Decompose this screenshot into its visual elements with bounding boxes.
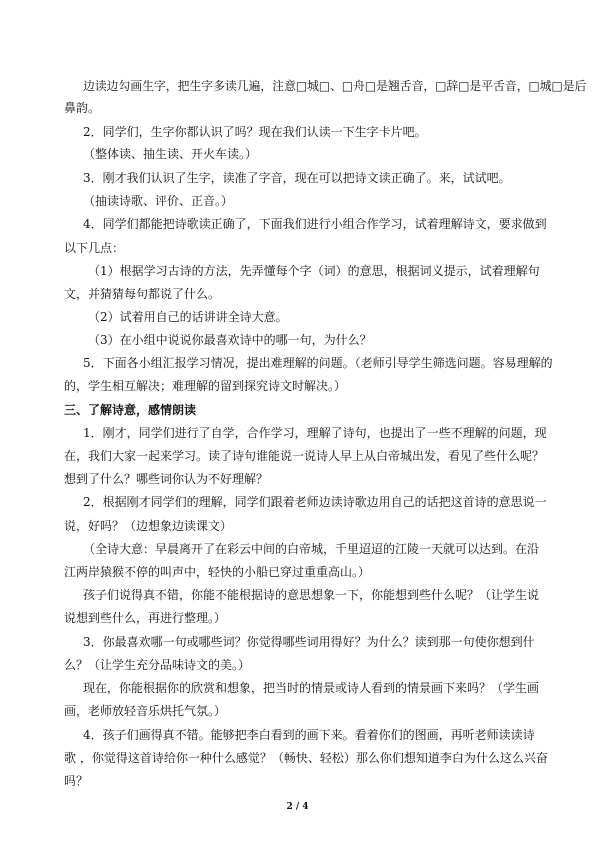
text-line: 2．根据刚才同学们的理解，同学们跟着老师边读诗歌边用自己的话把这首诗的意思说一 — [83, 495, 547, 509]
text-line: 说，好吗？（边想象边读课文） — [64, 519, 233, 533]
text-line: 3．刚才我们认识了生字，读准了字音，现在可以把诗文读正确了。来，试试吧。 — [83, 171, 511, 185]
text-line: 想到了什么？哪些词你认为不好理解？ — [64, 472, 269, 486]
text-line: 文，并猜猜每句都说了什么。 — [64, 287, 221, 301]
text-line: 么？（让学生充分品味诗文的美。） — [64, 658, 251, 672]
text-line: 4．孩子们画得真不错。能够把李白看到的画下来。看着你们的图画，再听老师读读诗 — [83, 728, 535, 742]
text-line: 孩子们说得真不错，你能不能根据诗的意思想象一下，你能想到些什么呢？（让学生说 — [83, 588, 540, 602]
text-line: 的，学生相互解决；难理解的留到探究诗文时解决。） — [64, 379, 347, 393]
text-line: （抽读诗歌、评价、正音。） — [83, 194, 234, 208]
section-heading: 三、了解诗意，感情朗读 — [64, 403, 197, 417]
text-line: 3．你最喜欢哪一句或哪些词？你觉得哪些词用得好？为什么？读到那一句使你想到什 — [83, 635, 535, 649]
text-line: 歌 ，你觉得这首诗给你一种什么感觉？（畅快、轻松）那么你们想知道李白为什么这么兴奋 — [64, 751, 548, 765]
text-line: 江两岸猿猴不停的叫声中，轻快的小船已穿过重重高山。） — [64, 565, 371, 579]
text-line: （全诗大意：早晨离开了在彩云中间的白帝城，千里迢迢的江陵一天就可以达到。在沿 — [83, 542, 540, 556]
text-line: 现在，你能根据你的欣赏和想象，把当时的情景或诗人看到的情景画下来吗？（学生画 — [83, 681, 540, 695]
text-line: 吗？ — [64, 774, 89, 788]
text-line: 在，我们大家一起来学习。读了诗句谁能说一说诗人早上从白帝城出发，看见了些什么呢？ — [64, 449, 545, 463]
text-line: （1）根据学习古诗的方法，先弄懂每个字（词）的意思，根据词义提示，试着理解句 — [88, 264, 540, 278]
text-line: （2）试着用自己的话讲讲全诗大意。 — [88, 310, 288, 324]
text-line: （3）在小组中说说你最喜欢诗中的哪一句，为什么？ — [88, 333, 372, 347]
text-line: 5．下面各小组汇报学习情况，提出难理解的问题。（老师引导学生筛选问题。容易理解的 — [83, 356, 553, 370]
text-line: 边读边勾画生字，把生字多读几遍，注意□城□、□舟□是翘舌音，□辞□是平舌音，□城□是后 — [83, 79, 587, 93]
text-line: 鼻韵。 — [64, 101, 101, 115]
text-line: 4．同学们都能把诗歌读正确了，下面我们进行小组合作学习，试着理解诗文，要求做到 — [83, 217, 547, 231]
text-line: 1．刚才，同学们进行了自学，合作学习，理解了诗句，也提出了一些不理解的问题，现 — [83, 426, 547, 440]
text-line: 说想到些什么，再进行整理。） — [64, 611, 227, 625]
text-line: （整体读、抽生读、开火车读。） — [83, 147, 258, 161]
text-line: 画，老师放轻音乐烘托气氛。） — [64, 704, 227, 718]
text-line: 2．同学们，生字你都认识了吗？现在我们认读一下生字卡片吧。 — [83, 125, 427, 139]
text-line: 以下几点： — [64, 241, 125, 255]
page-number: 2 / 4 — [286, 802, 309, 812]
